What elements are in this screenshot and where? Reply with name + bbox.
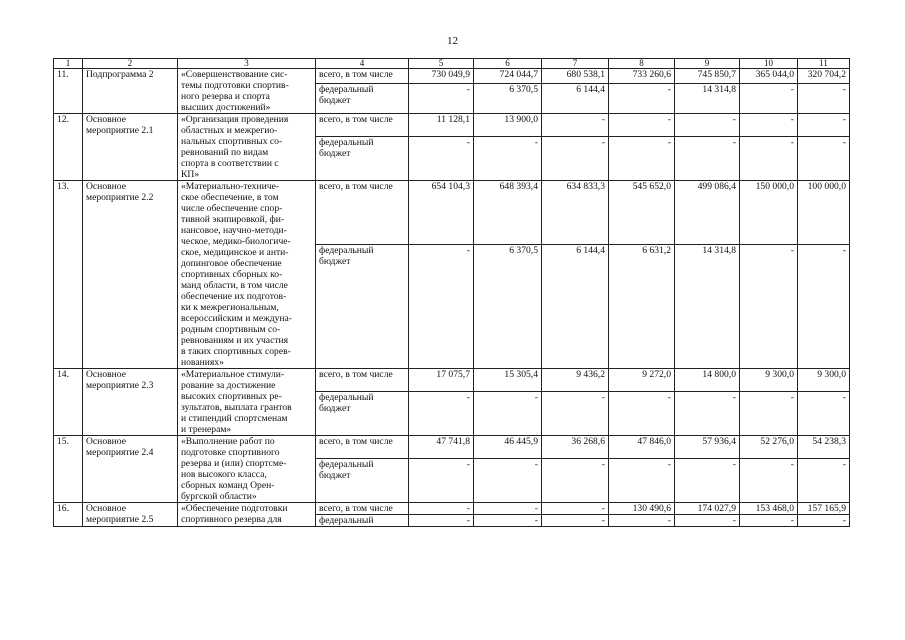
value-cell: 52 276,0 [740,436,798,459]
value-cell: 733 260,6 [609,69,675,84]
value-cell: - [609,136,675,180]
column-header: 10 [740,59,798,69]
value-cell: - [609,84,675,114]
value-cell: - [609,515,675,527]
value-cell: - [542,458,609,502]
value-cell: - [542,391,609,435]
value-cell: - [609,391,675,435]
column-header: 5 [409,59,474,69]
value-cell: 14 314,8 [675,84,740,114]
value-cell: 6 370,5 [474,84,542,114]
row-number-cell: 15. [54,436,83,503]
value-cell: 13 900,0 [474,114,542,137]
funding-source-cell: федеральный бюджет [316,245,409,369]
funding-source-cell: всего, в том числе [316,503,409,515]
description-cell: «Организация проведения областных и межрегио- нальных спортивных со- ревнований по видам спорта в соответствии с КП» [178,114,316,181]
budget-table [53,58,850,527]
value-cell: - [798,515,850,527]
value-cell: 130 490,6 [609,503,675,515]
value-cell: 100 000,0 [798,181,850,245]
table-row [54,114,850,137]
value-cell: - [740,136,798,180]
value-cell: - [409,458,474,502]
value-cell: - [409,245,474,369]
value-cell: 11 128,1 [409,114,474,137]
value-cell: - [474,503,542,515]
value-cell: - [409,391,474,435]
funding-source-cell: федеральный бюджет [316,84,409,114]
value-cell: 745 850,7 [675,69,740,84]
table-row [54,503,850,515]
value-cell: - [740,84,798,114]
value-cell: 320 704,2 [798,69,850,84]
value-cell: - [675,458,740,502]
value-cell: 47 846,0 [609,436,675,459]
value-cell: 6 370,5 [474,245,542,369]
value-cell: - [740,391,798,435]
column-header: 11 [798,59,850,69]
value-cell: 150 000,0 [740,181,798,245]
value-cell: - [542,515,609,527]
table-row [54,181,850,245]
value-cell: 654 104,3 [409,181,474,245]
value-cell: - [740,245,798,369]
value-cell: 36 268,6 [542,436,609,459]
value-cell: - [542,136,609,180]
value-cell: 14 314,8 [675,245,740,369]
description-cell: «Обеспечение подготовки спортивного резерва для [178,503,316,527]
row-number-cell: 14. [54,369,83,436]
funding-source-cell: всего, в том числе [316,436,409,459]
row-number-cell: 16. [54,503,83,527]
value-cell: - [474,458,542,502]
value-cell: - [474,136,542,180]
value-cell: 634 833,3 [542,181,609,245]
value-cell: 9 300,0 [798,369,850,392]
description-cell: «Материально-техниче- ское обеспечение, в том числе обеспечение спор- тивной экипировкой, фи- нансовое, научно-методи- ческое, медико-биологиче- ское, медицинское и анти- допинговое обеспечение спортивных сборных ко- манд области, в том числе обеспечение их подготов- ки к межрегиональным, всероссийским и междуна- родным спортивным со- ревнованиям и их участия в таких спортивных сорев- нованиях» [178,181,316,369]
column-header: 8 [609,59,675,69]
column-number-row [54,59,850,69]
value-cell: - [798,391,850,435]
column-header: 7 [542,59,609,69]
row-number-cell: 11. [54,69,83,114]
funding-source-cell: федеральный бюджет [316,458,409,502]
value-cell: 153 468,0 [740,503,798,515]
column-header: 2 [83,59,178,69]
column-header: 3 [178,59,316,69]
table-row [54,69,850,84]
value-cell: - [798,84,850,114]
program-name-cell: Основное мероприятие 2.1 [83,114,178,181]
funding-source-cell: всего, в том числе [316,114,409,137]
row-number-cell: 13. [54,181,83,369]
value-cell: 57 936,4 [675,436,740,459]
value-cell: 174 027,9 [675,503,740,515]
description-cell: «Выполнение работ по подготовке спортивного резерва и (или) спортсме- нов высокого класса, сборных команд Орен- бургской области» [178,436,316,503]
column-header: 1 [54,59,83,69]
funding-source-cell: федеральный бюджет [316,136,409,180]
funding-source-cell: всего, в том числе [316,69,409,84]
value-cell: 14 800,0 [675,369,740,392]
value-cell: - [609,114,675,137]
value-cell: 6 144,4 [542,245,609,369]
value-cell: - [798,114,850,137]
value-cell: 365 044,0 [740,69,798,84]
column-header: 6 [474,59,542,69]
program-name-cell: Основное мероприятие 2.4 [83,436,178,503]
program-name-cell: Основное мероприятие 2.5 [83,503,178,527]
value-cell: - [675,391,740,435]
value-cell: - [409,515,474,527]
value-cell: - [409,136,474,180]
value-cell: - [474,515,542,527]
value-cell: 6 631,2 [609,245,675,369]
value-cell: - [542,114,609,137]
value-cell: - [675,136,740,180]
value-cell: - [675,114,740,137]
value-cell: 54 238,3 [798,436,850,459]
value-cell: - [542,503,609,515]
page-number: 12 [447,35,458,47]
funding-source-cell: всего, в том числе [316,181,409,245]
description-cell: «Материальное стимули- рование за достижение высоких спортивных ре- зультатов, выплата грантов и стипендий спортсменам и тренерам» [178,369,316,436]
description-cell: «Совершенствование сис- темы подготовки спортив- ного резерва и спорта высших достижений» [178,69,316,114]
value-cell: 17 075,7 [409,369,474,392]
value-cell: - [798,458,850,502]
program-name-cell: Основное мероприятие 2.2 [83,181,178,369]
program-name-cell: Подпрограмма 2 [83,69,178,114]
value-cell: 9 272,0 [609,369,675,392]
value-cell: - [675,515,740,527]
value-cell: 157 165,9 [798,503,850,515]
value-cell: 545 652,0 [609,181,675,245]
value-cell: - [740,458,798,502]
value-cell: - [474,391,542,435]
value-cell: 46 445,9 [474,436,542,459]
program-name-cell: Основное мероприятие 2.3 [83,369,178,436]
table-row [54,369,850,392]
funding-source-cell: всего, в том числе [316,369,409,392]
funding-source-cell: федеральный бюджет [316,391,409,435]
value-cell: - [798,245,850,369]
value-cell: 680 538,1 [542,69,609,84]
row-number-cell: 12. [54,114,83,181]
value-cell: - [409,84,474,114]
value-cell: 9 436,2 [542,369,609,392]
value-cell: 724 044,7 [474,69,542,84]
value-cell: - [798,136,850,180]
value-cell: - [740,114,798,137]
value-cell: 730 049,9 [409,69,474,84]
value-cell: - [609,458,675,502]
column-header: 4 [316,59,409,69]
value-cell: 648 393,4 [474,181,542,245]
value-cell: 499 086,4 [675,181,740,245]
funding-source-cell: федеральный [316,515,409,527]
value-cell: 6 144,4 [542,84,609,114]
value-cell: - [740,515,798,527]
value-cell: 15 305,4 [474,369,542,392]
value-cell: - [409,503,474,515]
value-cell: 9 300,0 [740,369,798,392]
value-cell: 47 741,8 [409,436,474,459]
column-header: 9 [675,59,740,69]
table-row [54,436,850,459]
